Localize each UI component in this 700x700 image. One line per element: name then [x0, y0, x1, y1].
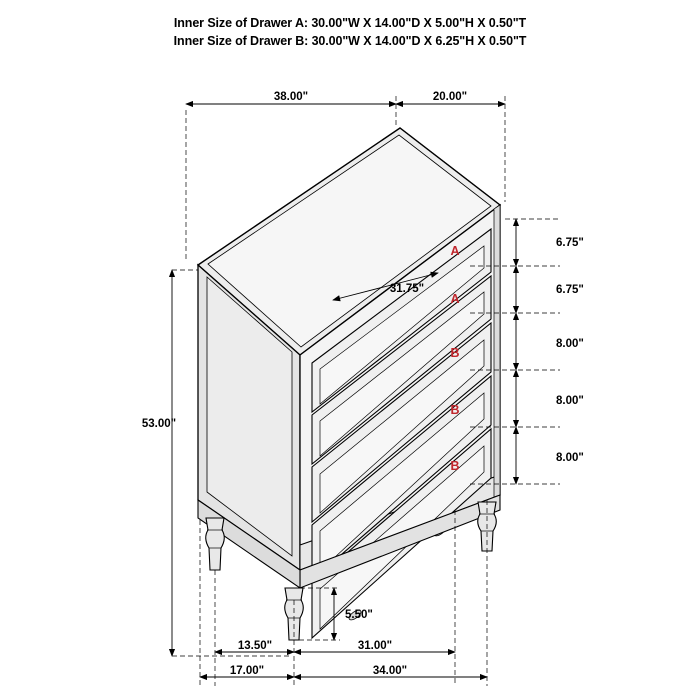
drawer-label-4: B — [450, 403, 460, 417]
drawer-label-2: A — [450, 292, 460, 306]
dim-leg-height: 5.50" — [345, 609, 373, 621]
dim-bottom-total: 34.00" — [372, 665, 408, 677]
dim-drawer-height-4: 8.00" — [556, 395, 584, 407]
chest-body — [198, 128, 500, 640]
dim-bottom-front-span: 31.00" — [357, 640, 393, 652]
leg-left-rear — [206, 518, 225, 570]
dim-front-panel-width: 31.75" — [389, 283, 425, 295]
dim-top-left-width: 38.00" — [273, 91, 309, 103]
drawer-a-spec-text: Inner Size of Drawer A: 30.00"W X 14.00"D X 5.00"H X 0.50"T — [173, 16, 527, 30]
drawer-label-1: A — [450, 244, 460, 258]
dim-bottom-left-total: 17.00" — [229, 665, 265, 677]
dim-overall-height: 53.00" — [141, 418, 177, 430]
dim-top-right-depth: 20.00" — [432, 91, 468, 103]
dim-drawer-height-2: 6.75" — [556, 284, 584, 296]
dim-drawer-height-3: 8.00" — [556, 338, 584, 350]
dim-drawer-height-1: 6.75" — [556, 237, 584, 249]
dim-drawer-height-5: 8.00" — [556, 452, 584, 464]
right-edge-thickness — [494, 205, 500, 497]
drawer-label-5: B — [450, 459, 460, 473]
dim-bottom-left-span: 13.50" — [237, 640, 273, 652]
drawer-b-spec-text: Inner Size of Drawer B: 30.00"W X 14.00"D X 6.25"H X 0.50"T — [173, 34, 527, 48]
drawer-label-3: B — [450, 346, 460, 360]
